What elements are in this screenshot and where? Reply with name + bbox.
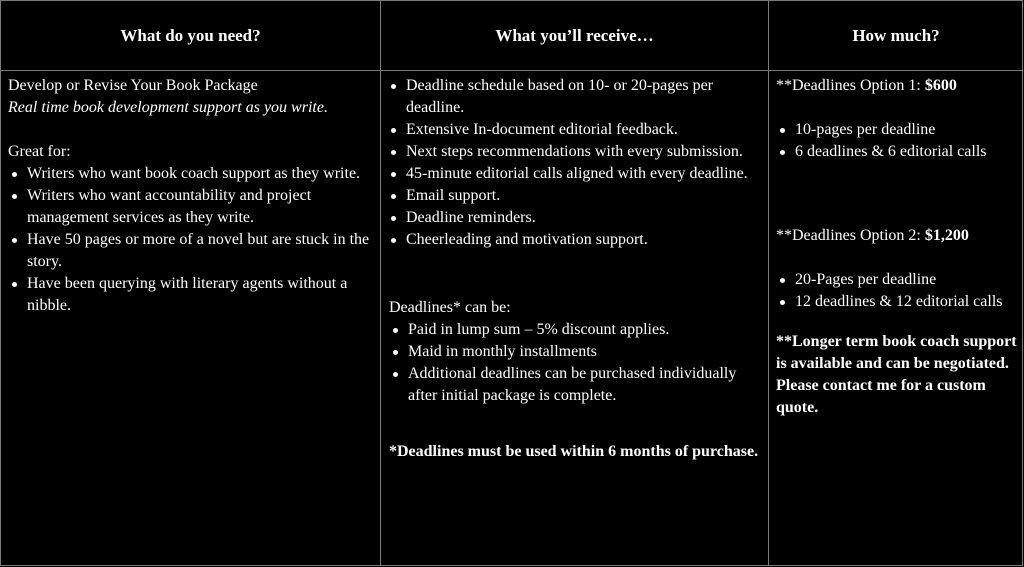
receive-cell [387,75,763,463]
list-item: Maid in monthly installments [389,341,763,363]
list-item: 6 deadlines & 6 editorial calls [776,141,1019,163]
great-for-list [8,163,378,317]
receive-list [387,75,763,251]
list-item: Next steps recommendations with every submission. [387,141,763,163]
header-row [1,1,1022,71]
option2-heading [776,225,1019,247]
list-item: 12 deadlines & 12 editorial calls [776,291,1019,313]
header-need: What do you need? [120,25,261,45]
list-item: Email support. [387,185,763,207]
option1-label: **Deadlines Option 1: [776,77,925,94]
column-divider [768,1,769,565]
header-price: How much? [852,25,940,45]
list-item: Have been querying with literary agents without a nibble. [8,273,378,317]
need-cell [8,75,378,317]
deadlines-note: *Deadlines must be used within 6 months of purchase. [389,443,759,460]
option1-price: $600 [924,77,957,94]
option2-list [776,269,1019,313]
list-item: Cheerleading and motivation support. [387,229,763,251]
list-item: Additional deadlines can be purchased individually after initial package is complete. [389,363,763,407]
list-item: Deadline schedule based on 10- or 20-pages per deadline. [387,75,763,119]
list-item: 20-Pages per deadline [776,269,1019,291]
longer-term-note: **Longer term book coach support is available and can be negotiated. Please contact me for a custom quote. [776,333,1017,416]
option2-price: $1,200 [924,227,969,244]
deadlines-list [389,319,763,407]
list-item: 45-minute editorial calls aligned with every deadline. [387,163,763,185]
deadlines-label: Deadlines* can be: [389,299,511,316]
column-divider [380,1,381,565]
list-item: Paid in lump sum – 5% discount applies. [389,319,763,341]
list-item: Deadline reminders. [387,207,763,229]
list-item: Writers who want accountability and project management services as they write. [8,185,378,229]
great-for-label: Great for: [8,143,71,160]
header-receive: What you’ll receive… [495,25,654,45]
option1-list [776,119,1019,163]
list-item: Writers who want book coach support as they write. [8,163,378,185]
package-subtitle: Real time book development support as you write. [8,99,328,116]
option1-heading [776,75,1019,97]
price-cell [776,75,1019,419]
package-title: Develop or Revise Your Book Package [8,77,258,94]
list-item: Have 50 pages or more of a novel but are stuck in the story. [8,229,378,273]
option2-label: **Deadlines Option 2: [776,227,925,244]
list-item: 10-pages per deadline [776,119,1019,141]
list-item: Extensive In-document editorial feedback. [387,119,763,141]
